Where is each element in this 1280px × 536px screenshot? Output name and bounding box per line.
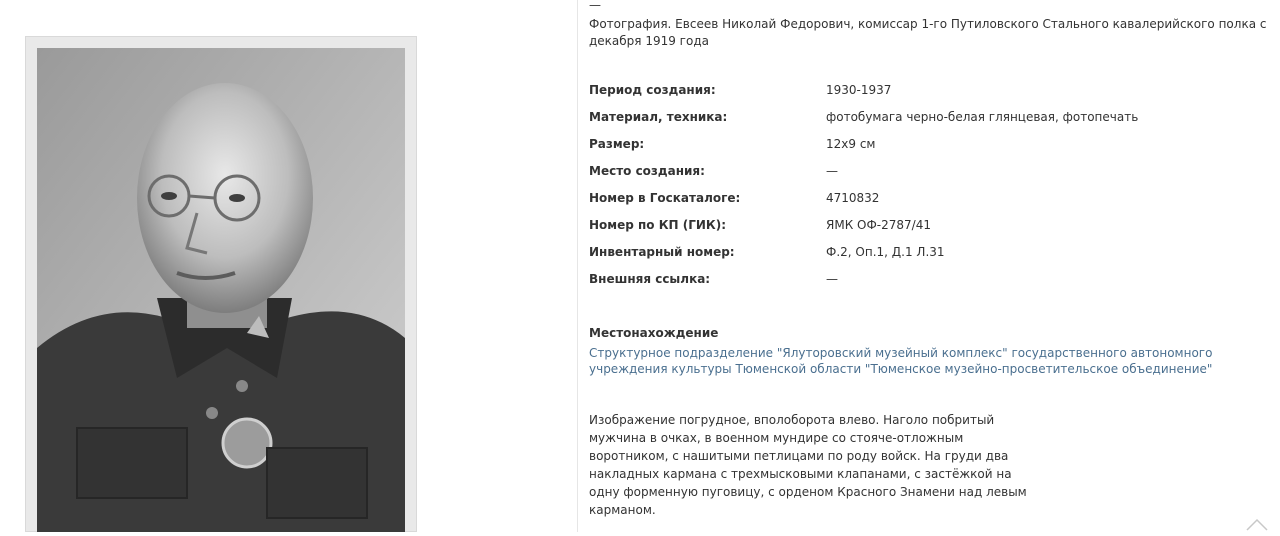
property-value: 1930-1937 [826,83,892,97]
portrait-photo[interactable] [37,48,405,532]
property-label: Материал, техника: [589,110,728,124]
property-value: — [826,164,838,178]
property-label: Место создания: [589,164,705,178]
property-label: Период создания: [589,83,716,97]
pane-divider [577,0,578,532]
property-value: ЯМК ОФ-2787/41 [826,218,931,232]
properties-list [589,82,1269,298]
property-value: — [826,272,838,286]
property-value: фотобумага черно-белая глянцевая, фотопечать [826,110,1139,124]
property-label: Размер: [589,137,645,151]
header-dash: — [589,0,601,12]
property-value: 12х9 см [826,137,876,151]
portrait-illustration [37,48,405,532]
property-label: Номер по КП (ГИК): [589,218,727,232]
property-row [589,217,1269,244]
chevron-up-icon [1244,514,1270,532]
location-link[interactable]: Структурное подразделение "Ялуторовский музейный комплекс" государственного автономного учреждения культуры Тюменской области "Тюменское музейно-просветительское объединение" [589,346,1213,376]
property-value: 4710832 [826,191,880,205]
property-row [589,136,1269,163]
property-row [589,163,1269,190]
property-row [589,244,1269,271]
location-heading: Местонахождение [589,326,719,340]
property-row [589,271,1269,298]
photo-frame[interactable] [25,36,417,532]
property-row [589,190,1269,217]
image-pane [0,0,577,532]
item-title: Фотография. Евсеев Николай Федорович, комиссар 1-го Путиловского Стального кавалерийского полка с декабря 1919 года [589,17,1267,48]
item-description: Изображение погрудное, вполоборота влево. Наголо побритый мужчина в очках, в военном мундире со стояче-отложным воротником, с нашитыми петлицами по роду войск. На груди два накладных кармана с трехмысковыми клапанами, с застёжкой на одну форменную пуговицу, с орденом Красного Знамени над левым карманом. [589,413,1027,517]
property-value: Ф.2, Оп.1, Д.1 Л.31 [826,245,945,259]
property-label: Инвентарный номер: [589,245,735,259]
property-row [589,109,1269,136]
property-row [589,82,1269,109]
scroll-to-top-button[interactable] [1244,514,1270,532]
property-label: Номер в Госкаталоге: [589,191,741,205]
property-label: Внешняя ссылка: [589,272,711,286]
